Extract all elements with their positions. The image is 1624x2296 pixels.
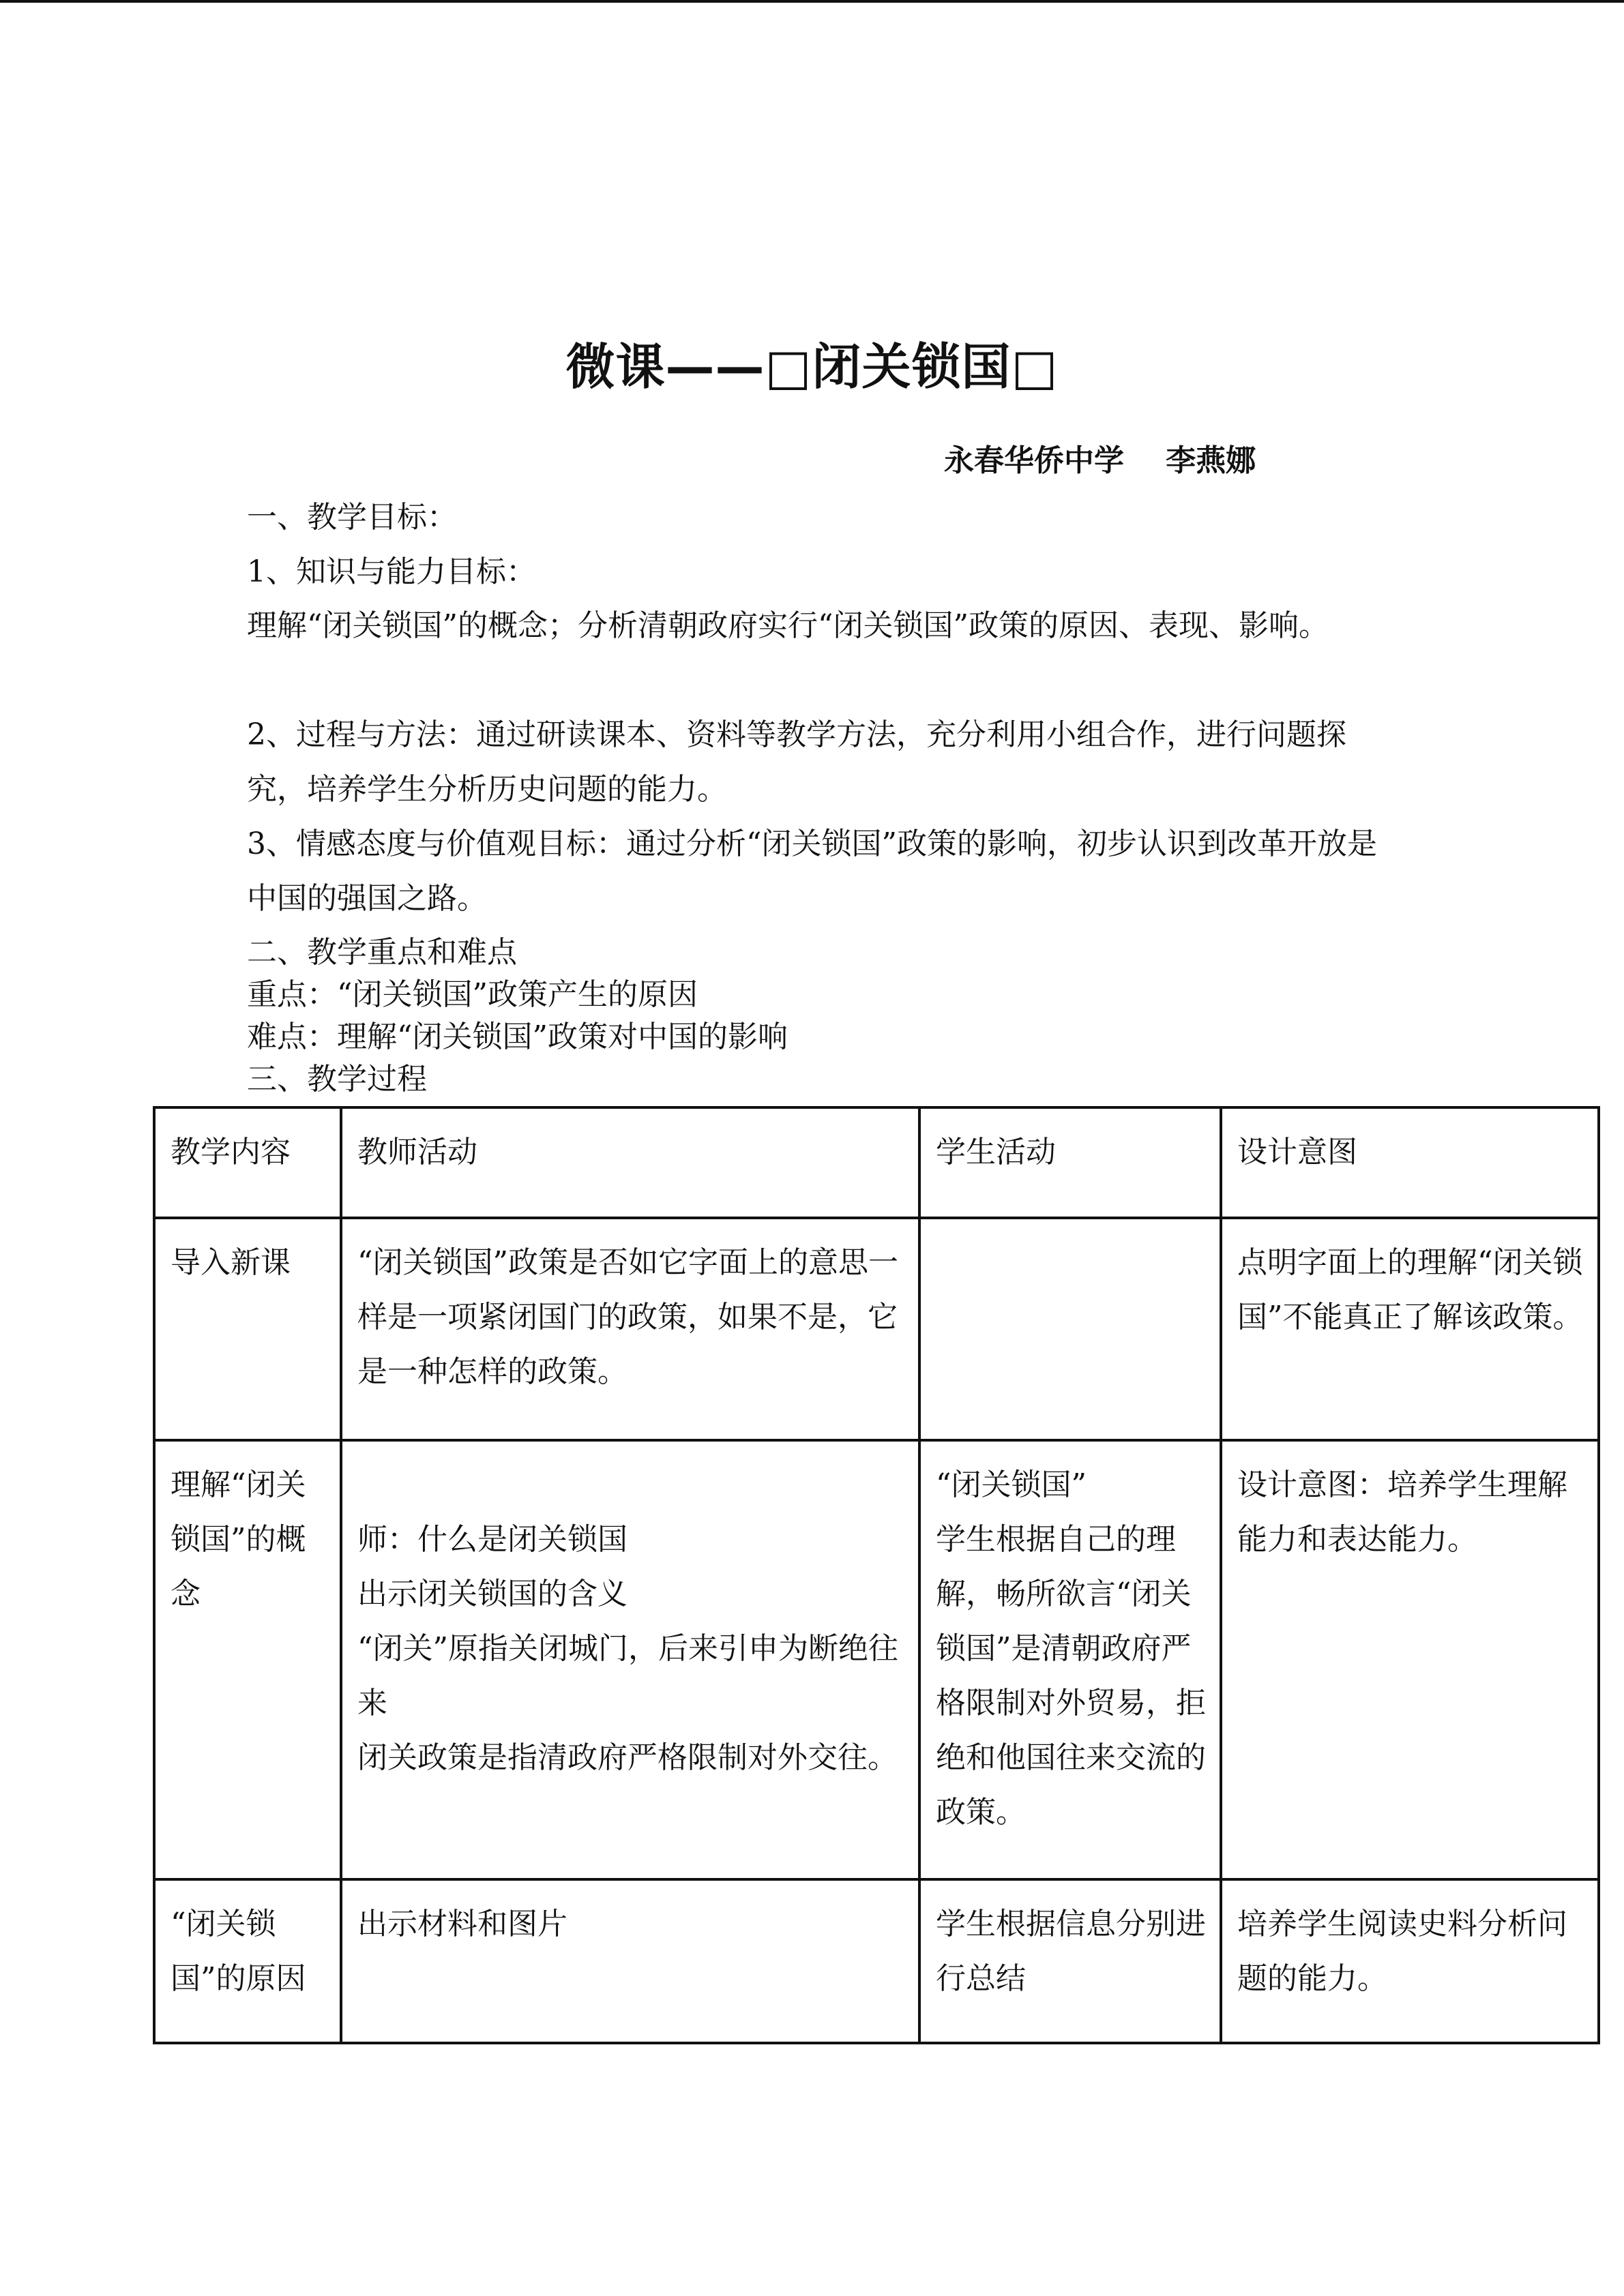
objectives-heading: 一、教学目标：: [247, 500, 457, 535]
key-heading: 二、教学重点和难点: [247, 935, 517, 970]
document-title: 微课——□闭关锁国□: [565, 338, 1059, 396]
header-content: 教学内容: [154, 1107, 341, 1218]
top-border: [0, 0, 1624, 3]
cell-intent: 培养学生阅读史料分析问题的能力。: [1221, 1879, 1599, 2043]
objective1-text: 理解“闭关锁国”的概念；分析清朝政府实行“闭关锁国”政策的原因、表现、影响。: [247, 608, 1329, 643]
objective1-heading: 1、知识与能力目标：: [247, 554, 536, 589]
table-header-row: [154, 1107, 1599, 1218]
author-line: 永春华侨中学 李燕娜: [944, 443, 1256, 478]
table-row: [154, 1218, 1599, 1440]
cell-teacher: 师：什么是闭关锁国 出示闭关锁国的含义 “闭关”原指关闭城门，后来引申为断绝往来 闭关政策是指清政府严格限制对外交往。: [341, 1440, 919, 1879]
cell-student: [919, 1218, 1221, 1440]
process-heading: 三、教学过程: [247, 1062, 427, 1097]
header-student: 学生活动: [919, 1107, 1221, 1218]
cell-content: 理解“闭关锁国”的概念: [154, 1440, 341, 1879]
cell-teacher: “闭关锁国”政策是否如它字面上的意思一样是一项紧闭国门的政策，如果不是，它是一种怎样的政策。: [341, 1218, 919, 1440]
table-row: [154, 1879, 1599, 2043]
header-intent: 设计意图: [1221, 1107, 1599, 1218]
key-point: 重点：“闭关锁国”政策产生的原因: [247, 977, 698, 1012]
cell-content: “闭关锁国”的原因: [154, 1879, 341, 2043]
cell-intent: 设计意图：培养学生理解能力和表达能力。: [1221, 1440, 1599, 1879]
teaching-process-table: [153, 1106, 1600, 2044]
difficult-point: 难点：理解“闭关锁国”政策对中国的影响: [247, 1019, 788, 1054]
objective2-text: 2、过程与方法：通过研读课本、资料等教学方法，充分利用小组合作，进行问题探究，培养学生分析历史问题的能力。: [247, 717, 1346, 807]
cell-student: “闭关锁国” 学生根据自己的理解，畅所欲言“闭关锁国”是清朝政府严格限制对外贸易，拒绝和他国往来交流的政策。: [919, 1440, 1221, 1879]
cell-intent: 点明字面上的理解“闭关锁国”不能真正了解该政策。: [1221, 1218, 1599, 1440]
cell-student: 学生根据信息分别进行总结: [919, 1879, 1221, 2043]
table-row: [154, 1440, 1599, 1879]
cell-content: 导入新课: [154, 1218, 341, 1440]
cell-teacher: 出示材料和图片: [341, 1879, 919, 2043]
header-teacher: 教师活动: [341, 1107, 919, 1218]
objective3-text: 3、情感态度与价值观目标：通过分析“闭关锁国”政策的影响，初步认识到改革开放是中国的强国之路。: [247, 826, 1377, 916]
